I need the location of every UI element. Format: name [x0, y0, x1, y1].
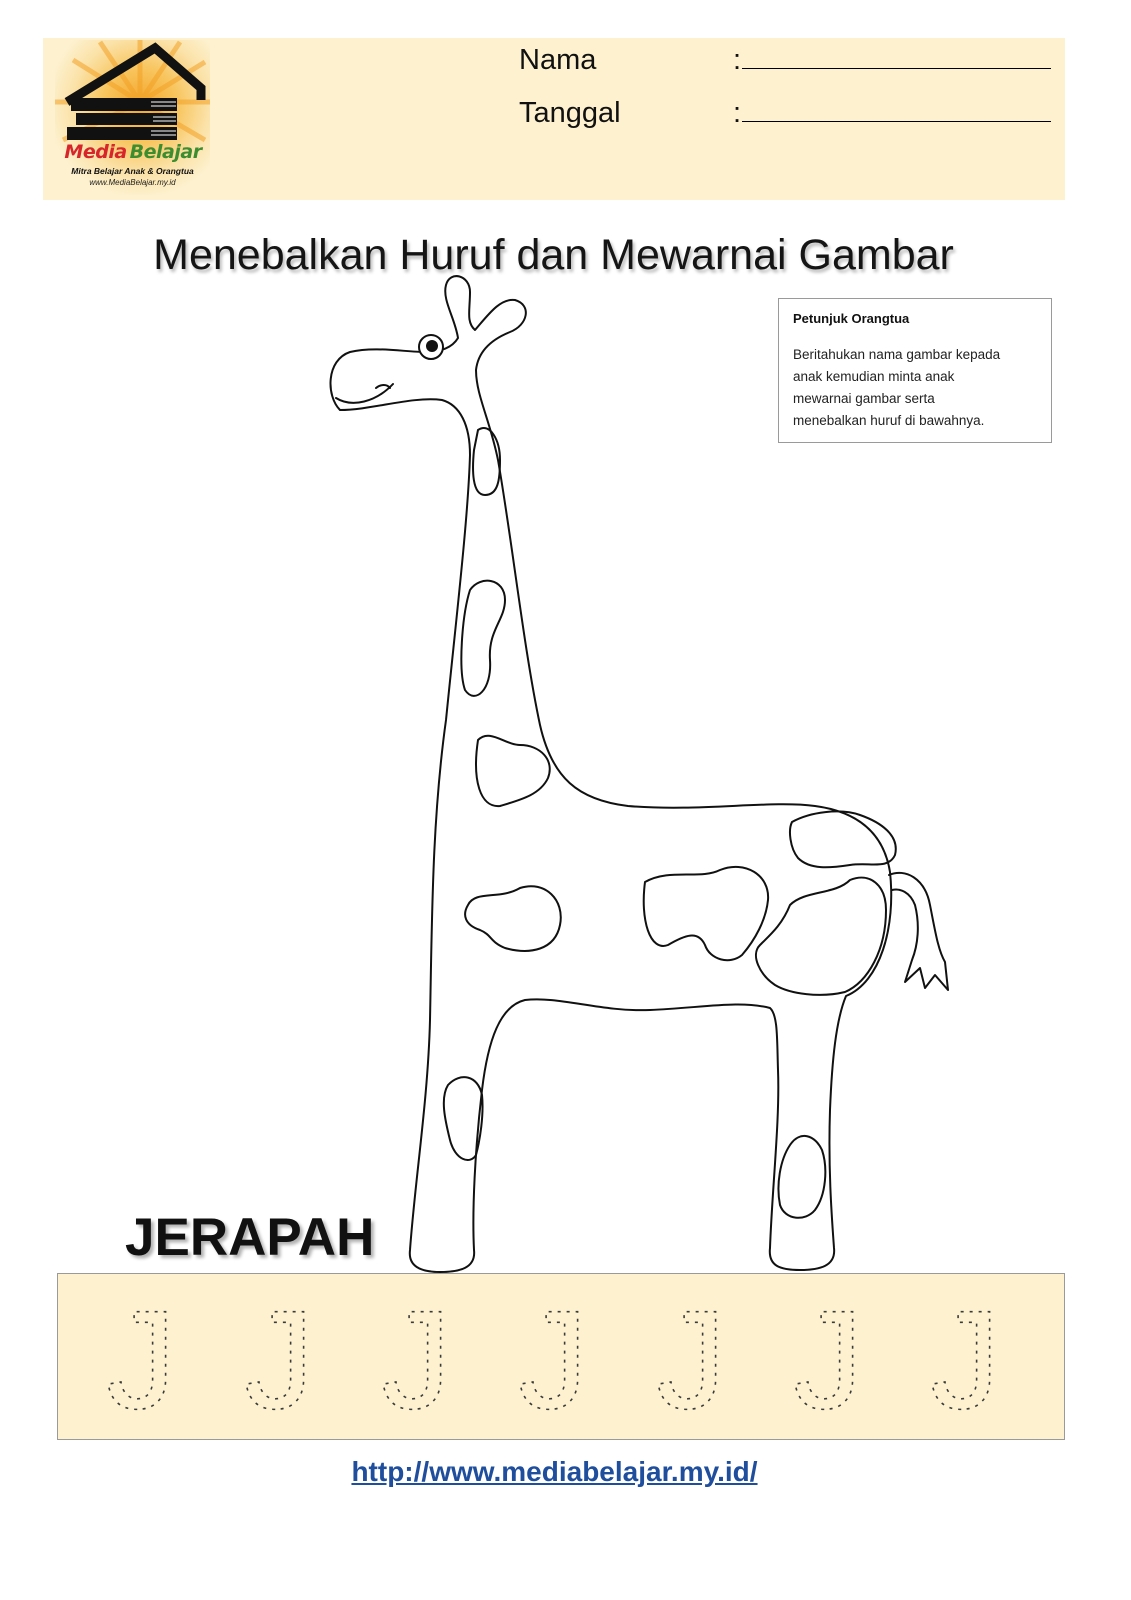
giraffe-spot	[473, 428, 500, 495]
giraffe-mouth	[336, 384, 393, 403]
giraffe-spot	[778, 1136, 825, 1218]
date-label: Tanggal	[519, 97, 621, 129]
instructions-line: mewarnai gambar serta	[793, 391, 935, 406]
logo-brand-media: Media	[64, 141, 127, 163]
tracing-letter: J	[106, 1281, 176, 1438]
page-title: Menebalkan Huruf dan Mewarnai Gambar	[153, 231, 954, 279]
website-link[interactable]: http://www.mediabelajar.my.id/	[351, 1456, 758, 1487]
giraffe-eye	[419, 335, 443, 359]
tracing-letters	[58, 1274, 1066, 1441]
giraffe-nostril	[376, 385, 390, 388]
logo-tagline: Mitra Belajar Anak & Orangtua	[71, 166, 194, 176]
giraffe-spot	[756, 878, 886, 995]
giraffe-spot	[790, 811, 896, 867]
giraffe-spot	[644, 867, 768, 960]
instructions-line: anak kemudian minta anak	[793, 369, 955, 384]
giraffe-spot	[465, 886, 561, 951]
tracing-letter: J	[244, 1281, 314, 1438]
date-blank-line	[742, 99, 1051, 122]
giraffe-pupil	[426, 340, 438, 352]
date-separator: :	[733, 97, 742, 129]
name-separator: :	[733, 44, 742, 76]
instructions-line: menebalkan huruf di bawahnya.	[793, 413, 985, 428]
name-blank-line	[742, 46, 1051, 69]
tracing-letter: J	[793, 1281, 863, 1438]
logo-brand	[57, 141, 209, 163]
date-field	[519, 99, 1051, 128]
tracing-letter: J	[930, 1281, 1000, 1438]
word-label: JERAPAH	[125, 1208, 375, 1267]
instructions-text	[793, 344, 1051, 432]
tracing-band	[57, 1273, 1065, 1440]
name-label: Nama	[519, 44, 597, 76]
logo	[55, 40, 210, 195]
tracing-letter: J	[656, 1281, 726, 1438]
tracing-letter: J	[381, 1281, 451, 1438]
logo-url: www.MediaBelajar.my.id	[89, 178, 176, 187]
giraffe-spot	[461, 581, 505, 696]
logo-brand-belajar: Belajar	[129, 141, 202, 163]
giraffe-spot	[444, 1077, 483, 1160]
giraffe-tail	[889, 873, 948, 990]
instructions-heading: Petunjuk Orangtua	[793, 311, 910, 326]
tracing-letter: J	[518, 1281, 588, 1438]
giraffe-spot	[476, 736, 550, 806]
instructions-box	[778, 298, 1052, 443]
name-field	[519, 46, 1051, 75]
instructions-line: Beritahukan nama gambar kepada	[793, 347, 1001, 362]
